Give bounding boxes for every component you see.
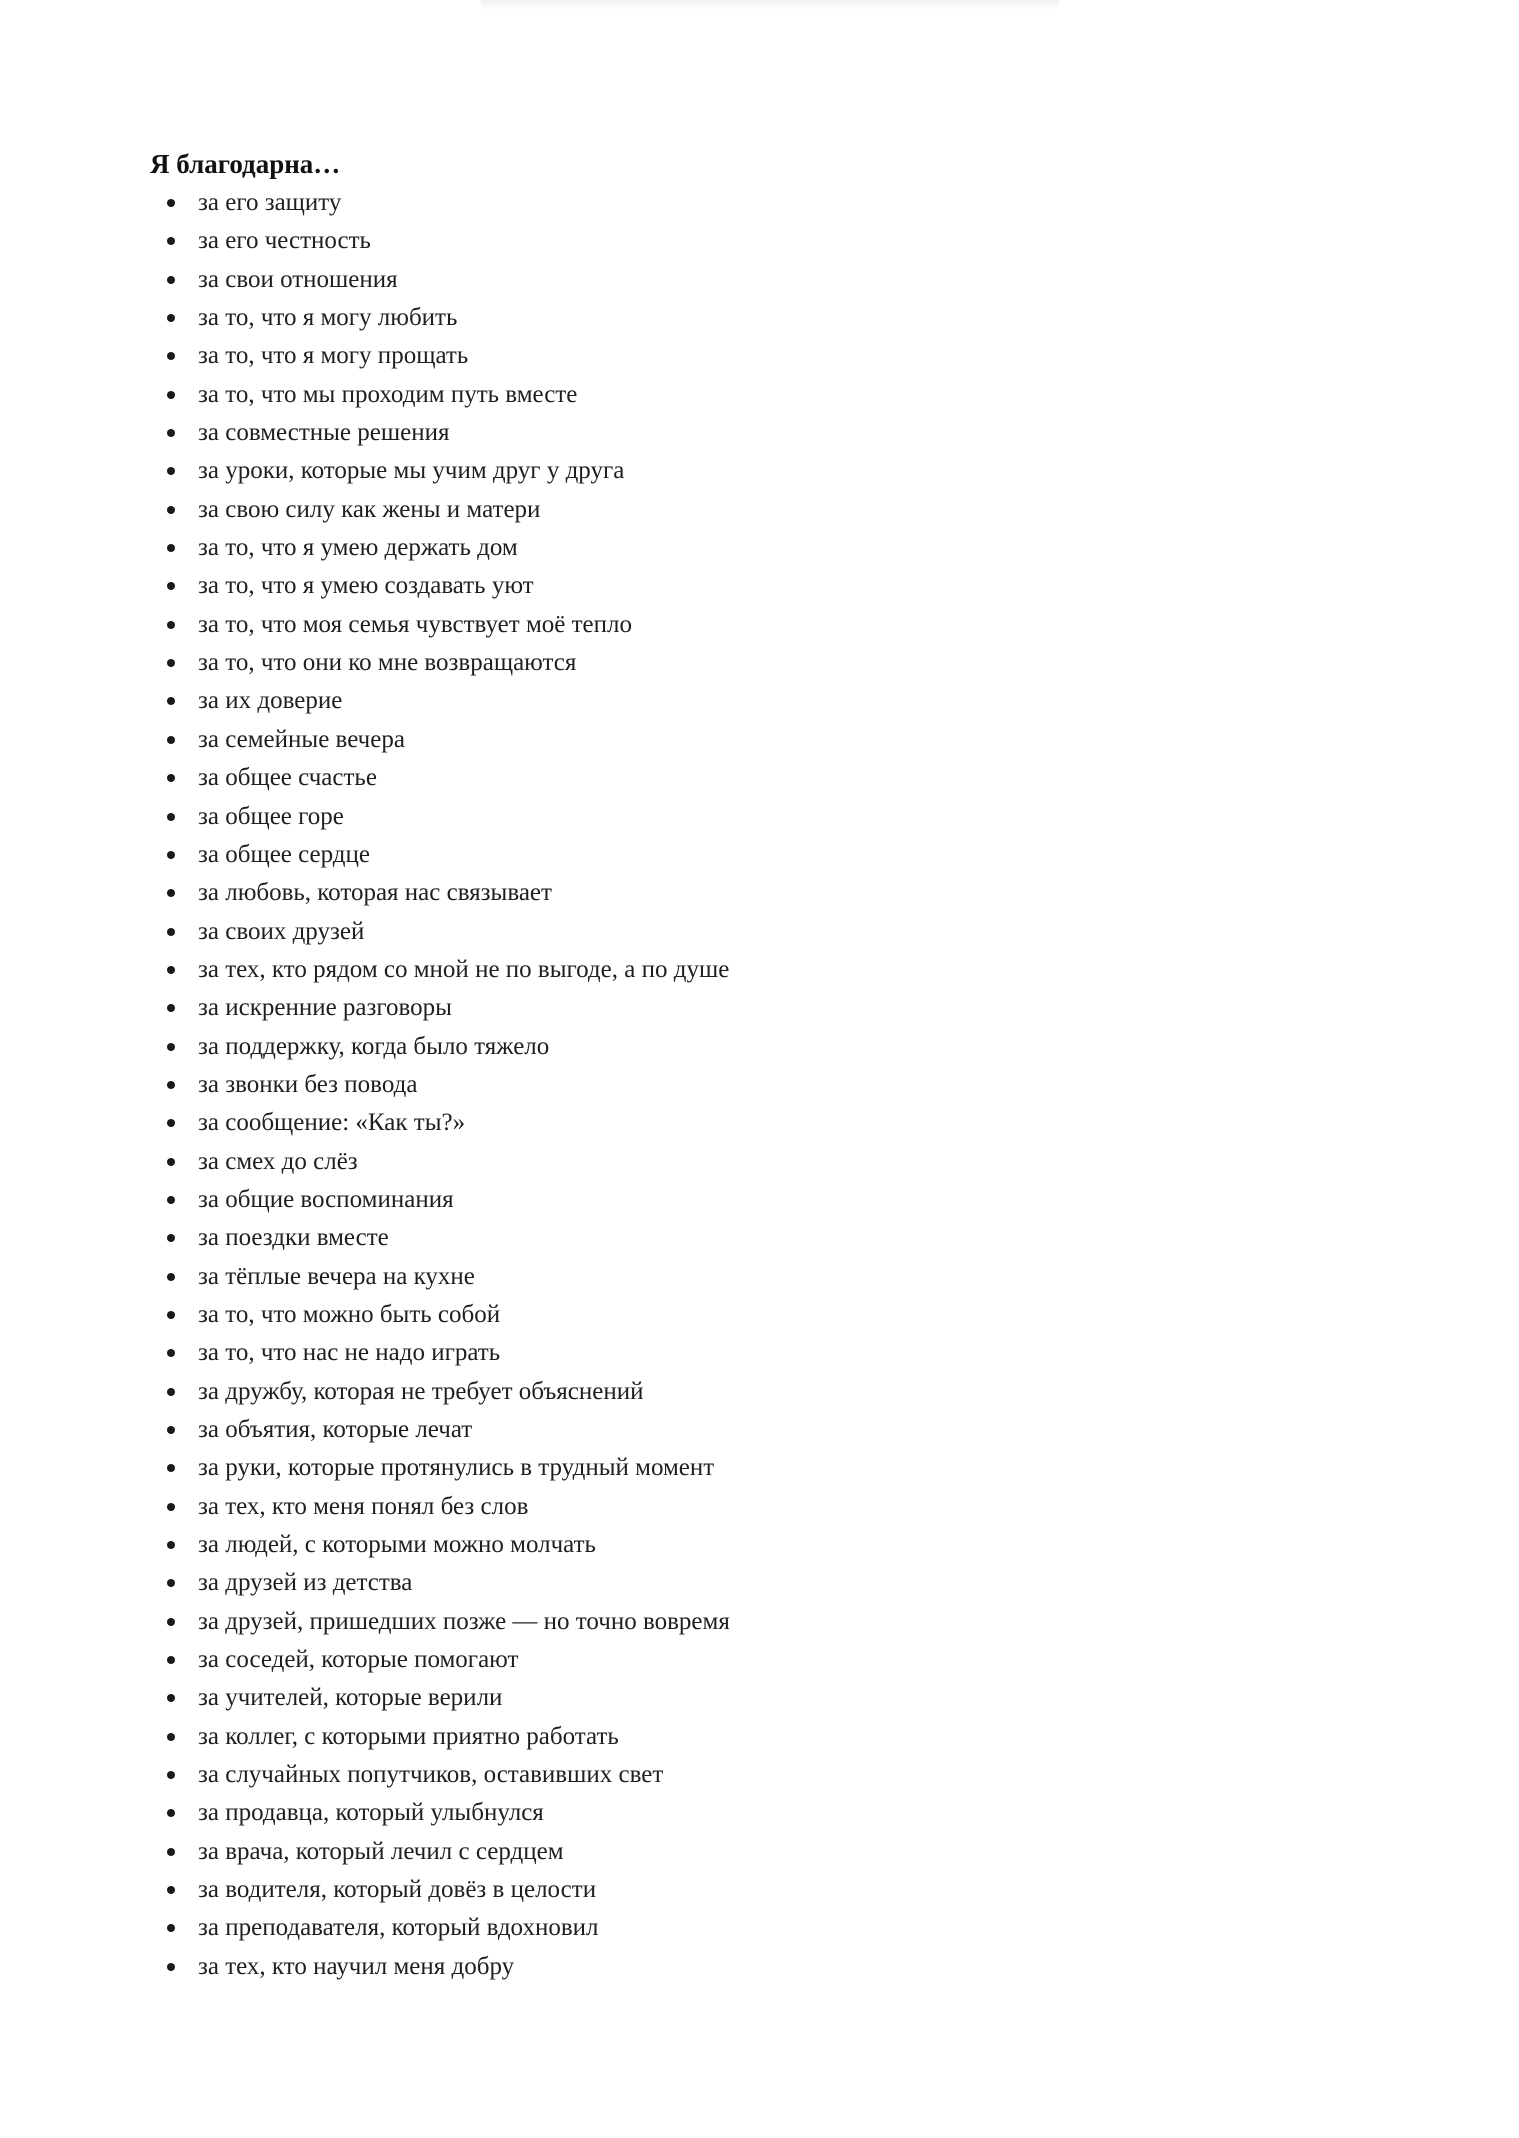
bullet-icon xyxy=(167,506,175,514)
list-item xyxy=(150,798,1370,836)
list-item-text: за соседей, которые помогают xyxy=(198,1646,519,1674)
list-item-text: за людей, с которыми можно молчать xyxy=(198,1531,596,1559)
bullet-icon xyxy=(167,429,175,437)
bullet-icon xyxy=(167,352,175,360)
list-item xyxy=(150,184,1370,222)
list-item-text: за общее горе xyxy=(198,802,344,830)
bullet-icon xyxy=(167,774,175,782)
list-item xyxy=(150,1948,1370,1986)
list-item xyxy=(150,299,1370,337)
list-item xyxy=(150,1564,1370,1602)
list-item-text: за то, что я умею держать дом xyxy=(198,534,518,562)
list-item-text: за водителя, который довёз в целости xyxy=(198,1876,597,1904)
bullet-icon xyxy=(167,1388,175,1396)
list-item xyxy=(150,1833,1370,1871)
list-item xyxy=(150,337,1370,375)
bullet-icon xyxy=(167,1809,175,1817)
list-item-text: за объятия, которые лечат xyxy=(198,1416,473,1443)
bullet-icon xyxy=(167,582,175,590)
list-item-text: за общие воспоминания xyxy=(198,1185,454,1213)
list-item-text: за общее сердце xyxy=(198,840,370,868)
list-item-text: за то, что моя семья чувствует моё тепло xyxy=(198,610,632,638)
bullet-icon xyxy=(167,1196,175,1204)
list-item xyxy=(150,913,1370,951)
bullet-icon xyxy=(167,1273,175,1281)
list-item-text: за дружбу, которая не требует объяснений xyxy=(198,1377,644,1405)
list-item xyxy=(150,989,1370,1027)
list-item-text: за друзей, пришедших позже — но точно вовремя xyxy=(198,1607,730,1635)
list-item xyxy=(150,1258,1370,1296)
bullet-icon xyxy=(167,889,175,897)
list-item xyxy=(150,1679,1370,1717)
list-item xyxy=(150,759,1370,797)
bullet-icon xyxy=(167,1311,175,1319)
bullet-icon xyxy=(167,199,175,207)
list-item-text: за семейные вечера xyxy=(198,725,405,753)
bullet-icon xyxy=(167,544,175,552)
bullet-icon xyxy=(167,314,175,322)
list-item-text: за свои отношения xyxy=(198,265,398,293)
bullet-icon xyxy=(167,1158,175,1166)
list-item xyxy=(150,951,1370,989)
bullet-icon xyxy=(167,1579,175,1587)
list-item xyxy=(150,1181,1370,1219)
list-item xyxy=(150,1028,1370,1066)
list-item xyxy=(150,376,1370,414)
list-item-text: за то, что я могу любить xyxy=(198,304,458,332)
list-item-text: за поездки вместе xyxy=(198,1224,389,1252)
bullet-icon xyxy=(167,1503,175,1511)
list-item xyxy=(150,1718,1370,1756)
list-item xyxy=(150,1334,1370,1372)
bullet-icon xyxy=(167,1426,175,1434)
list-item xyxy=(150,1756,1370,1794)
list-item-text: за поддержку, когда было тяжело xyxy=(198,1032,550,1060)
bullet-icon xyxy=(167,851,175,859)
list-item xyxy=(150,1373,1370,1411)
list-item xyxy=(150,1219,1370,1257)
list-item xyxy=(150,1603,1370,1641)
bullet-icon xyxy=(167,391,175,399)
list-item xyxy=(150,874,1370,912)
bullet-icon xyxy=(167,736,175,744)
list-item-text: за смех до слёз xyxy=(198,1147,358,1175)
list-item-text: за звонки без повода xyxy=(198,1070,418,1098)
bullet-icon xyxy=(167,1656,175,1664)
bullet-icon xyxy=(167,1349,175,1357)
list-item xyxy=(150,644,1370,682)
list-item-text: за их доверие xyxy=(198,687,343,715)
list-item-text: за тех, кто меня понял без слов xyxy=(198,1492,529,1520)
list-item-text: за его честность xyxy=(198,227,371,255)
document-page xyxy=(150,145,1370,1986)
list-item xyxy=(150,1794,1370,1832)
list-item-text: за тёплые вечера на кухне xyxy=(198,1262,475,1290)
list-item xyxy=(150,414,1370,452)
list-item-text: за тех, кто научил меня добру xyxy=(198,1952,515,1980)
list-item xyxy=(150,1871,1370,1909)
bullet-icon xyxy=(167,1771,175,1779)
list-item xyxy=(150,1143,1370,1181)
bullet-icon xyxy=(167,276,175,284)
list-item-text: за его защиту xyxy=(198,189,342,216)
bullet-icon xyxy=(167,966,175,974)
list-item xyxy=(150,1104,1370,1142)
document-heading: Я благодарна… xyxy=(150,149,341,179)
list-item-text: за то, что они ко мне возвращаются xyxy=(198,649,577,677)
bullet-icon xyxy=(167,1464,175,1472)
list-item xyxy=(150,567,1370,605)
bullet-icon xyxy=(167,1618,175,1626)
bullet-icon xyxy=(167,1004,175,1012)
list-item-text: за то, что мы проходим путь вместе xyxy=(198,380,578,408)
list-item-text: за общее счастье xyxy=(198,764,377,792)
list-item xyxy=(150,682,1370,720)
list-item xyxy=(150,1411,1370,1449)
list-item xyxy=(150,491,1370,529)
bullet-icon xyxy=(167,1119,175,1127)
list-item xyxy=(150,1641,1370,1679)
bullet-icon xyxy=(167,659,175,667)
list-item xyxy=(150,606,1370,644)
list-item-text: за искренние разговоры xyxy=(198,994,452,1022)
list-item-text: за уроки, которые мы учим друг у друга xyxy=(198,457,625,485)
bullet-icon xyxy=(167,1963,175,1971)
list-item-text: за случайных попутчиков, оставивших свет xyxy=(198,1761,664,1789)
bullet-icon xyxy=(167,1924,175,1932)
list-item-text: за учителей, которые верили xyxy=(198,1684,503,1712)
list-item-text: за свою силу как жены и матери xyxy=(198,495,541,523)
list-item xyxy=(150,1449,1370,1487)
bullet-icon xyxy=(167,813,175,821)
bullet-icon xyxy=(167,621,175,629)
bullet-icon xyxy=(167,1886,175,1894)
bullet-icon xyxy=(167,467,175,475)
list-item-text: за любовь, которая нас связывает xyxy=(198,879,552,907)
bullet-icon xyxy=(167,1848,175,1856)
bullet-icon xyxy=(167,1733,175,1741)
list-item-text: за своих друзей xyxy=(198,917,365,945)
bullet-icon xyxy=(167,1234,175,1242)
list-item-text: за продавца, который улыбнулся xyxy=(198,1799,544,1827)
list-item xyxy=(150,1296,1370,1334)
bullet-icon xyxy=(167,1043,175,1051)
bullet-icon xyxy=(167,1081,175,1089)
list-item-text: за совместные решения xyxy=(198,419,450,447)
list-item-text: за друзей из детства xyxy=(198,1569,413,1597)
list-item xyxy=(150,261,1370,299)
list-item-text: за то, что можно быть собой xyxy=(198,1300,501,1328)
list-item xyxy=(150,1909,1370,1947)
bullet-icon xyxy=(167,1541,175,1549)
list-item-text: за то, что я умею создавать уют xyxy=(198,572,534,600)
list-item-text: за тех, кто рядом со мной не по выгоде, а по душе xyxy=(198,955,730,983)
list-item xyxy=(150,721,1370,759)
list-item xyxy=(150,836,1370,874)
bullet-icon xyxy=(167,1694,175,1702)
gratitude-list xyxy=(150,184,1370,1986)
page-top-shadow xyxy=(480,0,1060,10)
list-item-text: за преподавателя, который вдохновил xyxy=(198,1914,599,1942)
list-item xyxy=(150,1488,1370,1526)
list-item xyxy=(150,1066,1370,1104)
list-item-text: за сообщение: «Как ты?» xyxy=(198,1109,466,1137)
list-item-text: за руки, которые протянулись в трудный момент xyxy=(198,1454,715,1482)
list-item-text: за коллег, с которыми приятно работать xyxy=(198,1722,619,1750)
list-item xyxy=(150,529,1370,567)
list-item-text: за врача, который лечил с сердцем xyxy=(198,1837,564,1865)
bullet-icon xyxy=(167,237,175,245)
list-item xyxy=(150,222,1370,260)
bullet-icon xyxy=(167,928,175,936)
list-item xyxy=(150,452,1370,490)
list-item xyxy=(150,1526,1370,1564)
list-item-text: за то, что я могу прощать xyxy=(198,342,469,370)
bullet-icon xyxy=(167,697,175,705)
list-item-text: за то, что нас не надо играть xyxy=(198,1339,501,1367)
